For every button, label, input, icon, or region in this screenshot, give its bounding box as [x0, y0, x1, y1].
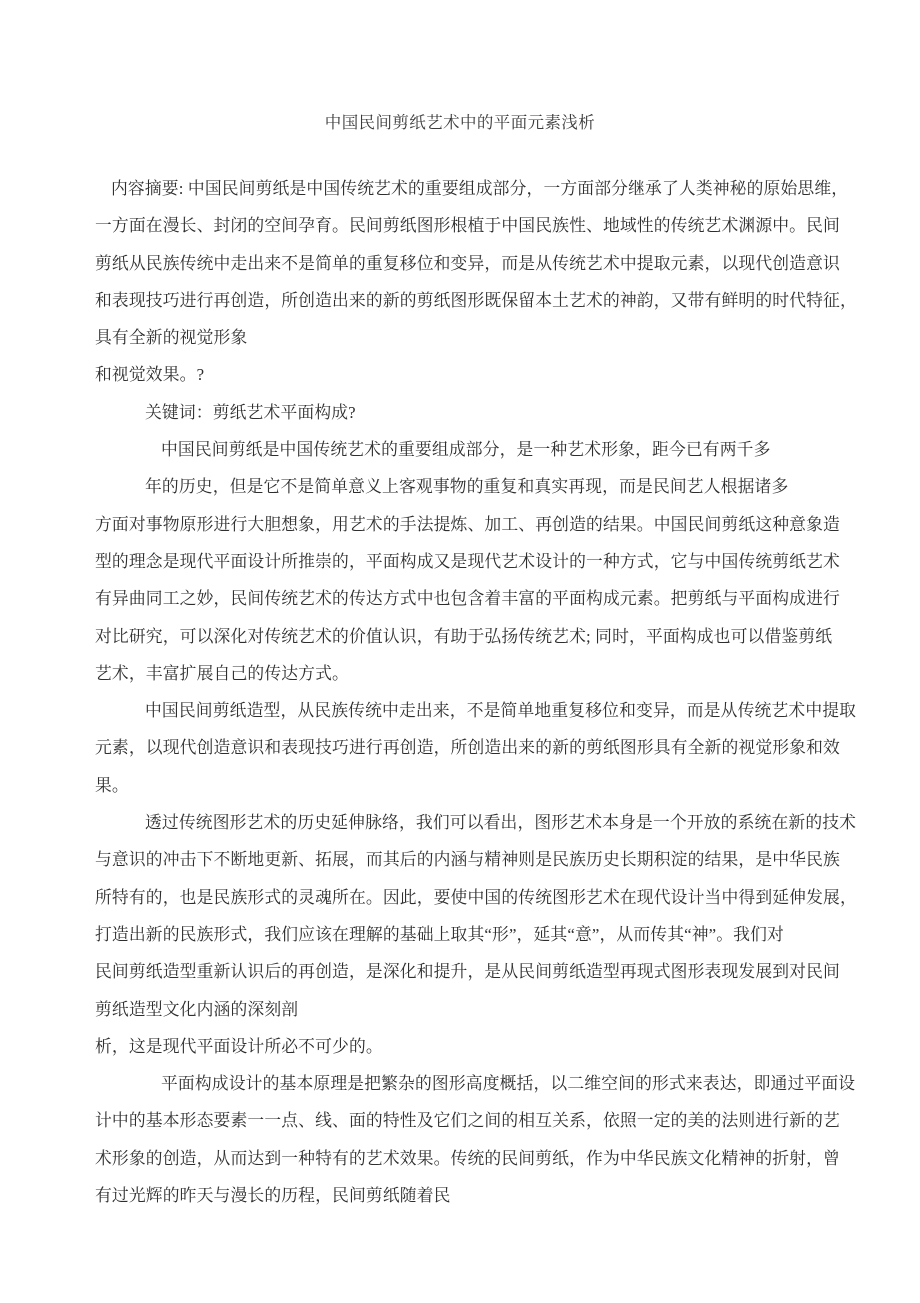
text-line: 方面对事物原形进行大胆想象，用艺术的手法提炼、加工、再创造的结果。中国民间剪纸这种意象造 — [95, 514, 840, 534]
text-line: 年的历史，但是它不是简单意义上客观事物的重复和真实再现，而是民间艺人根据诸多 — [145, 477, 789, 497]
text-line: 中国民间剪纸是中国传统艺术的重要组成部分，是一种艺术形象，距今已有两千多 — [161, 440, 771, 460]
text-line: 计中的基本形态要素一一点、线、面的特性及它们之间的相互关系，依照一定的美的法则进行新的艺 — [95, 1111, 840, 1131]
text-line: 平面构成设计的基本原理是把繁杂的图形高度概括，以二维空间的形式来表达，即通过平面设 — [161, 1074, 856, 1094]
text-line: 所特有的，也是民族形式的灵魂所在。因此，要使中国的传统图形艺术在现代设计当中得到延伸发展， — [95, 887, 857, 907]
page-title: 中国民间剪纸艺术中的平面元素浅析 — [324, 113, 596, 132]
text-line: 术形象的创造，从而达到一种特有的艺术效果。传统的民间剪纸，作为中华民族文化精神的折射，曾 — [95, 1148, 840, 1168]
text-line: 关键词：剪纸艺术平面构成? — [145, 402, 356, 422]
text-line: 对比研究，可以深化对传统艺术的价值认识，有助于弘扬传统艺术; 同时，平面构成也可以借鉴剪纸 — [95, 626, 833, 646]
text-line: 艺术，丰富扩展自己的传达方式。 — [95, 663, 349, 683]
text-line: 一方面在漫长、封闭的空间孕育。民间剪纸图形根植于中国民族性、地域性的传统艺术渊源中。民间 — [95, 216, 840, 236]
text-line: 民间剪纸造型重新认识后的再创造，是深化和提升，是从民间剪纸造型再现式图形表现发展到对民间 — [95, 962, 840, 982]
text-line: 具有全新的视觉形象 — [95, 328, 248, 348]
text-line: 有过光辉的昨天与漫长的历程，民间剪纸随着民 — [95, 1186, 451, 1206]
text-line: 与意识的冲击下不断地更新、拓展，而其后的内涵与精神则是民族历史长期积淀的结果，是中华民族 — [95, 850, 840, 870]
text-line: 打造出新的民族形式，我们应该在理解的基础上取其“形”，延其“意”，从而传其“神”。我们对 — [95, 924, 784, 944]
text-line: 析，这是现代平面设计所必不可少的。 — [95, 1036, 383, 1056]
text-line: 有异曲同工之妙，民间传统艺术的传达方式中也包含着丰富的平面构成元素。把剪纸与平面构成进行 — [95, 589, 840, 609]
text-line: 透过传统图形艺术的历史延伸脉络，我们可以看出，图形艺术本身是一个开放的系统在新的技术 — [145, 813, 857, 833]
text-line: 剪纸造型文化内涵的深刻剖 — [95, 999, 299, 1019]
text-line: 和视觉效果。? — [95, 365, 205, 385]
text-line: 和表现技巧进行再创造，所创造出来的新的剪纸图形既保留本土艺术的神韵，又带有鲜明的时代特征， — [95, 290, 857, 310]
text-line: 果。 — [95, 775, 129, 795]
document-body — [95, 170, 857, 1214]
text-line: 剪纸从民族传统中走出来不是简单的重复移位和变异，而是从传统艺术中提取元素，以现代创造意识 — [95, 253, 840, 273]
text-line: 元素，以现代创造意识和表现技巧进行再创造，所创造出来的新的剪纸图形具有全新的视觉形象和效 — [95, 738, 840, 758]
text-line: 内容摘要: 中国民间剪纸是中国传统艺术的重要组成部分，一方面部分继承了人类神秘的原始思维， — [111, 179, 849, 198]
text-line: 型的理念是现代平面设计所推崇的，平面构成又是现代艺术设计的一种方式，它与中国传统剪纸艺术 — [95, 551, 840, 571]
text-line: 中国民间剪纸造型，从民族传统中走出来，不是简单地重复移位和变异，而是从传统艺术中提取 — [145, 701, 857, 721]
